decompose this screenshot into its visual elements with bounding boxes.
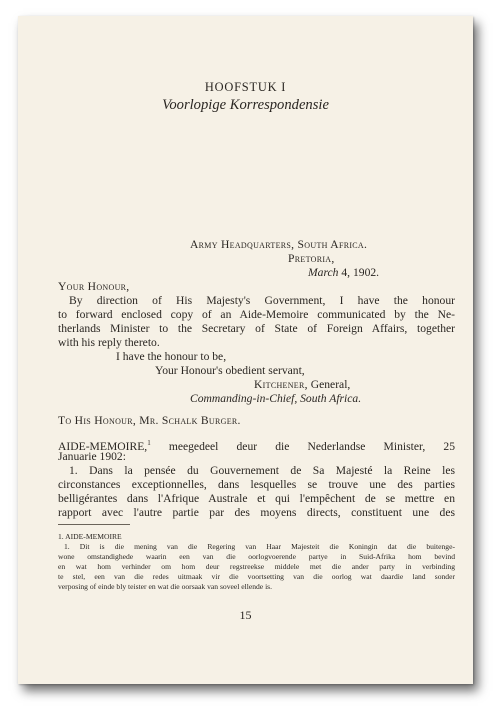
chapter-subtitle: Voorlopige Korrespondensie (162, 97, 329, 113)
letter-body-line: therlands Minister to the Secretary of State of Foreign Affairs, together (58, 322, 455, 335)
letter-closing: I have the honour to be, (116, 350, 227, 363)
footnote-line: 1. Dit is die mening van die Regering van Haar Majesteit die Koningin dat die buitenge- (64, 542, 455, 551)
letter-city: Pretoria, (288, 252, 335, 265)
footnote-title: 1. AIDE-MEMOIRE (58, 532, 122, 541)
footnote-line: wone omstandighede waarin een van die oorlogvoerende partye in Suid-Afrika hom bevind (58, 552, 455, 561)
letter-date-rest: 4, 1902. (338, 266, 380, 279)
aide-memoire-date: Januarie 1902: (58, 450, 126, 463)
chapter-label: HOOFSTUK I (204, 80, 287, 94)
footnote-line: te stel, een van die redes uitmaak vir die voortsetting van die oorlog wat daardie land sonder (58, 572, 455, 581)
aide-memoire-line: belligérantes dans l'Afrique Australe et qui l'empêchent de se mettre en (58, 492, 455, 505)
letter-body-line: By direction of His Majesty's Government, I have the honour (69, 294, 455, 307)
letter-date (308, 266, 379, 280)
letter-addressee: To His Honour, Mr. Schalk Burger. (58, 414, 241, 427)
aide-memoire-title-rest: meegedeel deur die Nederlandse Minister, 25 (150, 439, 455, 453)
aide-memoire-line: 1. Dans la pensée du Gouvernement de Sa Majesté la Reine les (69, 464, 455, 477)
letter-address: Army Headquarters, South Africa. (190, 238, 368, 251)
footnote-line: en wat hom verhinder om hom deur regstreekse middele met die ander party in verbinding (58, 562, 455, 571)
aide-memoire-title: AIDE-MEMOIRE, (58, 439, 148, 453)
letter-signature-title: Commanding-in-Chief, South Africa. (190, 392, 362, 405)
footnote-mark: 1 (147, 439, 151, 447)
aide-memoire-line: circonstances exceptionnelles, dans lesquelles se trouve une des parties (58, 478, 455, 491)
letter-body-line: to forward enclosed copy of an Aide-Memoire communicated by the Ne- (58, 308, 455, 321)
signature-rank: General, (307, 378, 351, 391)
footnote-divider (58, 524, 130, 525)
aide-memoire-line: rapport avec l'autre partie par des moyens directs, constituent une des (58, 506, 455, 519)
signature-name: Kitchener, (254, 378, 308, 391)
book-page (18, 16, 473, 684)
letter-closing-2: Your Honour's obedient servant, (155, 364, 305, 377)
letter-salutation: Your Honour, (58, 280, 130, 293)
letter-signature (254, 378, 350, 392)
letter-date-month: March (308, 266, 339, 279)
letter-body-line: with his reply thereto. (58, 336, 160, 349)
page-number: 15 (239, 608, 252, 622)
footnote-line: verposing of einde bly teister en wat die oorsaak van soveel ellende is. (58, 582, 273, 591)
